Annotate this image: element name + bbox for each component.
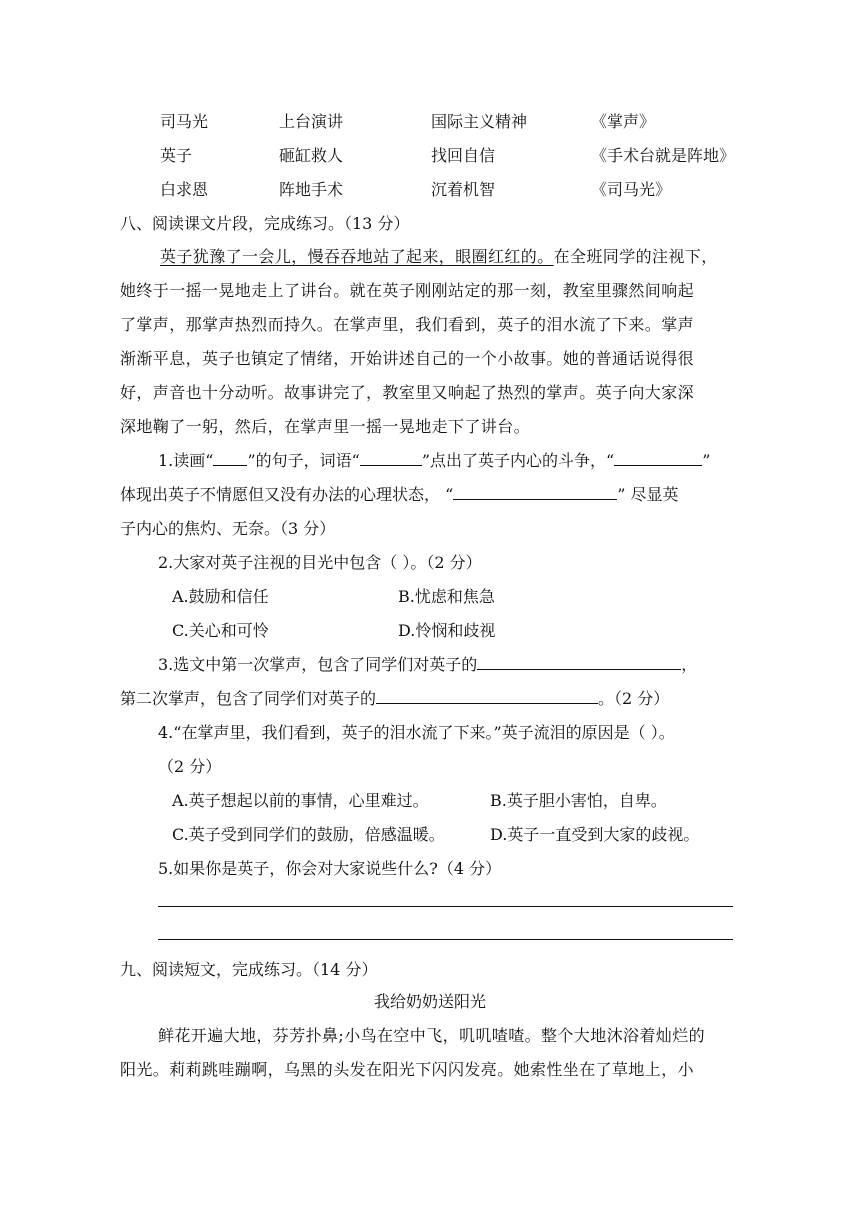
passage-underlined-sentence: 英子犹豫了一会儿，慢吞吞地站了起来，眼圈红红的。 <box>160 247 554 266</box>
match-cell: 《司马光》 <box>591 180 672 199</box>
match-cell: 找回自信 <box>431 146 496 165</box>
q1-line <box>158 449 710 473</box>
q5-answer-line[interactable] <box>158 939 733 940</box>
q2-option-a[interactable]: A.鼓励和信任 <box>172 587 269 606</box>
q1-blank-2[interactable] <box>360 449 422 466</box>
match-cell: 《手术台就是阵地》 <box>591 146 736 165</box>
q1-text: ” <box>702 451 711 470</box>
q1-blank-4[interactable] <box>453 483 617 500</box>
match-cell: 阵地手术 <box>279 180 344 199</box>
passage-line: 深地鞠了一躬，然后，在掌声里一摇一晃地走下了讲台。 <box>120 417 531 436</box>
match-cell: 《掌声》 <box>591 112 656 131</box>
q2-stem: 2.大家对英子注视的目光中包含（ ）。（2 分） <box>158 553 482 572</box>
q3-text: 。（2 分） <box>598 689 670 708</box>
match-cell: 白求恩 <box>160 180 209 199</box>
q1-text: ” 尽显英 <box>617 485 679 504</box>
match-cell: 司马光 <box>160 112 209 131</box>
q5-answer-line[interactable] <box>158 906 733 907</box>
match-cell: 英子 <box>160 146 193 165</box>
passage-line-rest: 在全班同学的注视下， <box>553 247 718 266</box>
q1-blank-3[interactable] <box>614 449 702 466</box>
passage-line: 了掌声，那掌声热烈而持久。在掌声里，我们看到，英子的泪水流了下来。掌声 <box>120 315 695 334</box>
section9-heading: 九、阅读短文，完成练习。（14 分） <box>120 960 378 979</box>
q4-option-d[interactable]: D.英子一直受到大家的歧视。 <box>490 825 700 844</box>
story-line: 阳光。莉莉跳哇蹦啊，乌黑的头发在阳光下闪闪发亮。她索性坐在了草地上，小 <box>120 1060 695 1079</box>
q1-line <box>120 483 679 507</box>
q1-text: 体现出英子不情愿但又没有办法的心理状态， “ <box>120 485 454 504</box>
passage-line: 她终于一摇一晃地走上了讲台。就在英子刚刚站定的那一刻，教室里骤然间响起 <box>120 281 695 300</box>
passage-line <box>160 245 718 269</box>
q3-text: 第二次掌声，包含了同学们对英子的 <box>120 689 377 708</box>
section8-heading: 八、阅读课文片段，完成练习。（13 分） <box>120 214 410 233</box>
q4-stem: 4.“在掌声里，我们看到，英子的泪水流了下来。”英子流泪的原因是（ ）。 <box>158 723 675 742</box>
q3-blank-2[interactable] <box>376 687 598 704</box>
q2-option-b[interactable]: B.忧虑和焦急 <box>398 587 495 606</box>
story-line: 鲜花开遍大地，芬芳扑鼻;小鸟在空中飞，叽叽喳喳。整个大地沐浴着灿烂的 <box>158 1026 705 1045</box>
story-title: 我给奶奶送阳光 <box>373 992 486 1011</box>
q2-option-c[interactable]: C.关心和可怜 <box>172 621 269 640</box>
q4-score: （2 分） <box>158 757 222 776</box>
q1-text: 1.读画“ <box>158 451 214 470</box>
q3-text: 3.选文中第一次掌声，包含了同学们对英子的 <box>158 655 478 674</box>
match-cell: 沉着机智 <box>431 180 496 199</box>
match-cell: 砸缸救人 <box>279 146 344 165</box>
q1-line: 子内心的焦灼、无奈。（3 分） <box>120 519 336 538</box>
q4-option-a[interactable]: A.英子想起以前的事情，心里难过。 <box>172 791 429 810</box>
match-cell: 上台演讲 <box>279 112 344 131</box>
q4-option-b[interactable]: B.英子胆小害怕，自卑。 <box>490 791 667 810</box>
q1-text: ”的句子，词语“ <box>247 451 360 470</box>
q3-line <box>120 687 669 711</box>
q1-blank-1[interactable] <box>213 449 247 466</box>
q3-line <box>158 653 697 677</box>
passage-line: 好，声音也十分动听。故事讲完了，教室里又响起了热烈的掌声。英子向大家深 <box>120 383 695 402</box>
q2-option-d[interactable]: D.怜悯和歧视 <box>398 621 496 640</box>
q3-text: ， <box>681 655 698 674</box>
q5-stem: 5.如果你是英子，你会对大家说些什么?（4 分） <box>158 859 502 878</box>
q4-option-c[interactable]: C.英子受到同学们的鼓励，倍感温暖。 <box>172 825 445 844</box>
match-cell: 国际主义精神 <box>431 112 528 131</box>
q1-text: ”点出了英子内心的斗争，“ <box>421 451 615 470</box>
passage-line: 渐渐平息，英子也镇定了情绪，开始讲述自己的一个小故事。她的普通话说得很 <box>120 349 695 368</box>
q3-blank-1[interactable] <box>477 653 681 670</box>
